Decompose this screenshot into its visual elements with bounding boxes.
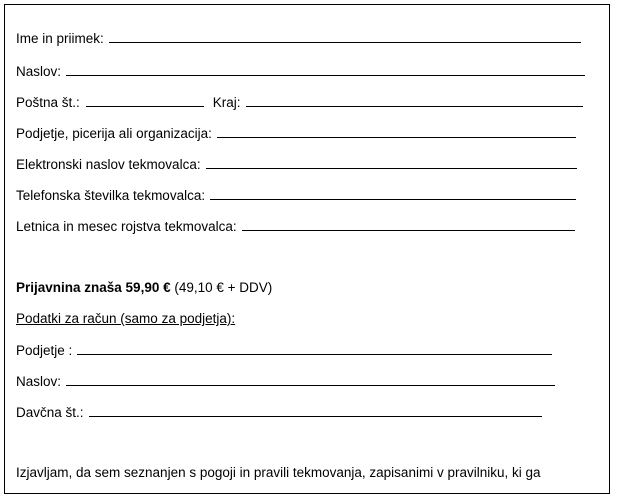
label-telefon: Telefonska številka tekmovalca:: [16, 188, 206, 203]
input-line-billing-tax[interactable]: [89, 416, 542, 417]
label-kraj: Kraj:: [212, 95, 241, 110]
field-row-postna-kraj: [16, 90, 583, 110]
field-row-email: [16, 152, 577, 172]
declaration-row: [16, 460, 541, 480]
label-billing-company: Podjetje :: [16, 343, 73, 358]
field-row-naslov: [16, 59, 585, 79]
declaration-text: Izjavljam, da sem seznanjen s pogoji in pravili tekmovanja, zapisanimi v pravilniku, ki ga: [16, 465, 541, 480]
label-billing-address: Naslov:: [16, 374, 62, 389]
input-line-kraj[interactable]: [246, 106, 583, 107]
field-row-podjetje-org: [16, 121, 576, 141]
field-row-billing-tax: [16, 400, 542, 420]
billing-heading-row: [16, 306, 235, 326]
billing-heading: Podatki za račun (samo za podjetja):: [16, 311, 236, 326]
input-line-postna[interactable]: [86, 106, 204, 107]
input-line-podjetje-org[interactable]: [217, 137, 576, 138]
label-email: Elektronski naslov tekmovalca:: [16, 157, 201, 172]
field-row-ime: [16, 26, 581, 46]
input-line-billing-address[interactable]: [66, 385, 555, 386]
field-row-billing-address: [16, 369, 555, 389]
label-postna: Poštna št.:: [16, 95, 80, 110]
input-line-email[interactable]: [206, 168, 577, 169]
fee-breakdown: (49,10 € + DDV): [170, 280, 273, 295]
input-line-rojstvo[interactable]: [242, 230, 575, 231]
input-line-billing-company[interactable]: [77, 354, 552, 355]
label-ime: Ime in priimek:: [16, 31, 104, 46]
label-billing-tax: Davčna št.:: [16, 405, 84, 420]
label-rojstvo: Letnica in mesec rojstva tekmovalca:: [16, 219, 237, 234]
input-line-naslov[interactable]: [66, 75, 585, 76]
label-podjetje-org: Podjetje, picerija ali organizacija:: [16, 126, 212, 141]
field-row-rojstvo: [16, 214, 575, 234]
label-naslov: Naslov:: [16, 64, 62, 79]
fee-row: [16, 275, 272, 295]
fee-amount: Prijavnina znaša 59,90 €: [16, 280, 171, 295]
input-line-telefon[interactable]: [210, 199, 576, 200]
field-row-billing-company: [16, 338, 552, 358]
input-line-ime[interactable]: [109, 42, 581, 43]
field-row-telefon: [16, 183, 576, 203]
